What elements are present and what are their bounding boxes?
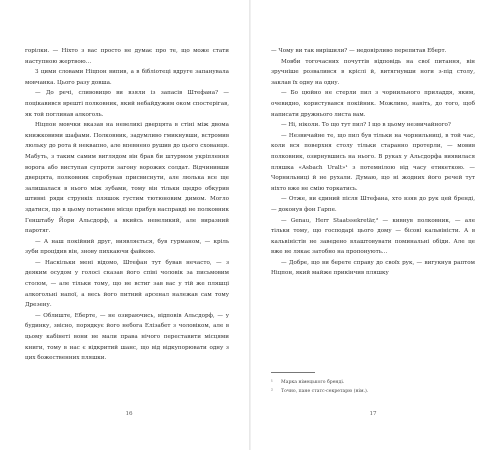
footnotes [271, 372, 475, 396]
footnote [271, 387, 475, 396]
paragraph: — А наш покійний друг, виявляється, був гурманом, — кріль зуби процідив він, знову пихкаючи файкою. [25, 238, 229, 256]
footnote-mark: ¹ [271, 380, 273, 385]
left-page [25, 46, 229, 364]
footnote [271, 378, 475, 387]
paragraph: Ніцпон мовчки вказав на невеликі дверцята в стіні між двома книжковими шафами. Полковник, задумливо гмикнувши, встромив люльку до рота й неквапно, але впевнено рушив до цього схованця. Мабуть, з таким самим виглядом він брав би штурмом укріплення ворога або виступав супроти загону ворожих солдат. Відчинивши дверцята, полковник спробував присвиснути, але люлька все ще залишалася в нього між зубами, тому він тільки щедро обкурив штивні ряди стрункіх пляшок густим тютюновим димом. Могло здатися, що в цьому потаємне місце прибув насправді не полковник Генштабу Йори Альсдорф, а якийсь невеликий, але виразний паротяг. [25, 122, 229, 235]
right-page [271, 46, 475, 279]
footnote-mark: ² [271, 389, 273, 394]
paragraph: — Genau, Herr Staatssekretär,² — кивнув полковник, — але тільки тому, що господарі цього дому — бісові кальвіністи. А в кальвіністів не заведено влаштовувати поминальні обіди. Але це вже не лякає затобно на пропонують… [271, 217, 475, 256]
book-gutter [249, 0, 251, 450]
paragraph: — Добре, що ви берете справу до своїх рук, — вигукнув раптом Ніцпон, який майже прикінчив пляшку [271, 259, 475, 277]
paragraph: — Ні, ніколи. То що тут пил? І що в цьому незвичайного? [281, 122, 451, 129]
paragraph: — Чому ви так вирішили? — недовірливо перепитав Еберт. [271, 48, 447, 54]
paragraph: — Облиште, Еберте, — не озираючись, відповів Альсдорф, — у будинку, звісно, порядкує його небога Елізабет з чоловіком, але в цьому кабінеті вони не мали права нічого переставити місцями книги, тому в нас є відкритий шанс, що від відкупорювати одну з цих божественних пляшки. [25, 312, 229, 362]
page-number-right: 17 [369, 411, 377, 417]
footnote-rule [271, 372, 315, 373]
paragraph: горілки. — Ніхто з вас просто не думає про те, що може стати наступною жертвою… [25, 48, 229, 65]
paragraph: Мовби тогочасних почуттів відповідь на свої питання, він зручніше розвалився в кріслі й, витягнувши ноги з-під столу, заклав їх одну на одну. [271, 58, 475, 86]
paragraph: — До речі, сливовицю ви взяли із запасів Штефана? — поцікавився врешті полковник, який небайдужим оком спостерігав, як той поглинав алкоголь. [25, 90, 229, 118]
paragraph: З цими словами Ніцпон випив, а в бібліотеці вдруге запанувала мовчанка. Цього разу довша. [25, 69, 229, 86]
page-number-left: 16 [125, 411, 133, 417]
footnote-text: Точно, пане статс-секретарю (нім.). [281, 389, 369, 394]
paragraph: — Бо цюйно не стерли пил з чорнильного приладдя, яким, очевидно, користувався покійник. Можливо, навіть, до того, щоб написати дружнього листа вам. [271, 90, 475, 118]
footnote-text: Марка німецького бренді. [281, 380, 345, 385]
paragraph: — Незвичайне те, що пил був тільки на чорнильниці, в той час, коли вся поверхня столу тільки старанно протерли, — мовив полковник, озирнувшись на нього. В руках у Альсдорфа виявилася пляшка «Asbach Uralt»¹ з потемнілою від часу етикеткою. — Чорнильниці й не рухали. Думаю, що ні жодних його речей тут ніхто вже не смію торкатись. [271, 132, 475, 192]
paragraph: — Наскільки мені відомо, Штефан тут бував нечасто, — з деяким осудом у голосі сказав його співі чоловік за письмовим столом, — але тільки тому, що не встиг зав вас у тій же пляшці алкогольні напої, а весь його питний арсенал належав сам тому Дрезену. [25, 259, 229, 309]
paragraph: — Отже, ви єдиний після Штефана, хто взяв до рук цей бренді, — доконув фон Гарпе. [271, 196, 475, 213]
